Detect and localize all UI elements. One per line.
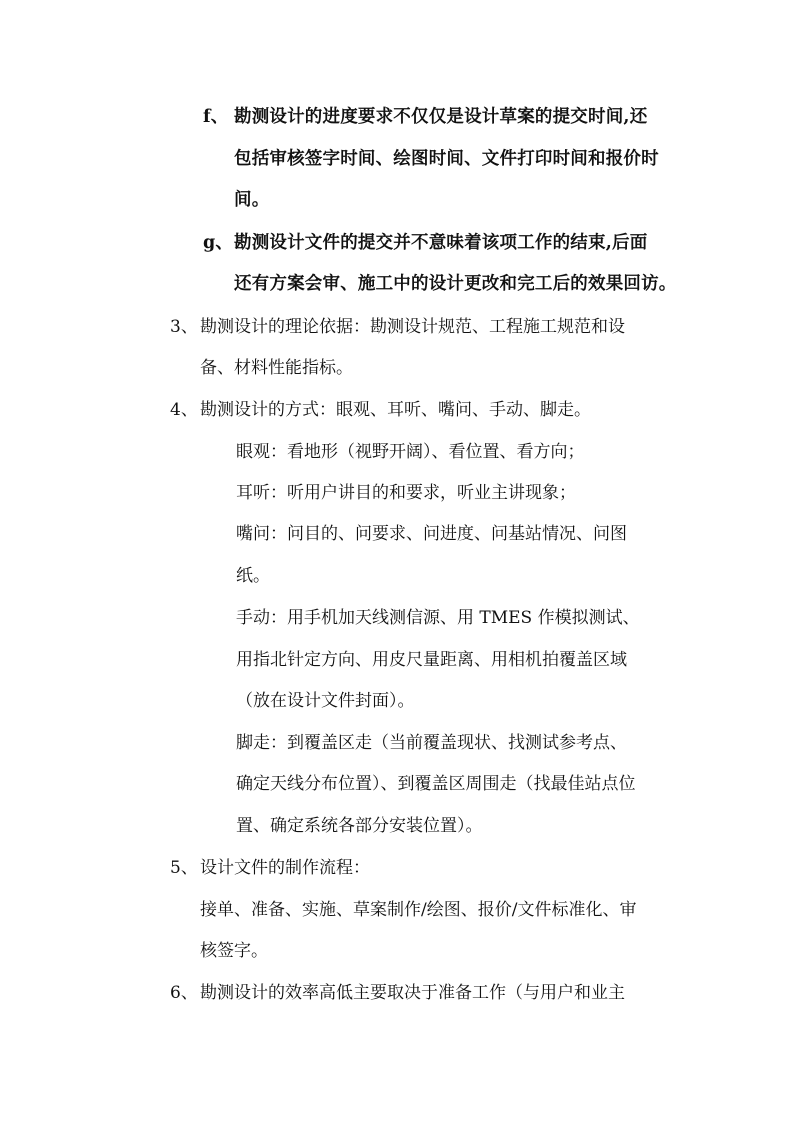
item-f-marker: f、 <box>203 107 229 127</box>
section-4-marker: 4、 <box>170 400 198 420</box>
section-4-detail-7: （放在设计文件封面）。 <box>236 691 415 711</box>
section-4-detail-1: 眼观：看地形（视野开阔）、看位置、看方向； <box>236 442 585 462</box>
section-3-line-1: 勘测设计的理论依据：勘测设计规范、工程施工规范和设 <box>200 317 625 337</box>
item-f-line-3: 间。 <box>234 190 270 210</box>
section-5-line-1: 设计文件的制作流程： <box>200 858 370 878</box>
item-g-line-2: 还有方案会审、施工中的设计更改和完工后的效果回访。 <box>234 274 677 294</box>
section-5-line-2: 接单、准备、实施、草案制作/绘图、报价/文件标准化、审 <box>200 900 637 920</box>
item-f-line-1: 勘测设计的进度要求不仅仅是设计草案的提交时间,还 <box>234 107 648 127</box>
section-4-detail-8: 脚走：到覆盖区走（当前覆盖现状、找测试参考点、 <box>236 733 627 753</box>
section-5-marker: 5、 <box>170 858 198 878</box>
item-f-line-2: 包括审核签字时间、绘图时间、文件打印时间和报价时 <box>234 149 659 169</box>
section-4-line-1: 勘测设计的方式：眼观、耳听、嘴问、手动、脚走。 <box>200 400 591 420</box>
item-g-marker: g、 <box>203 233 234 253</box>
section-3-marker: 3、 <box>170 317 198 337</box>
section-4-detail-5: 手动：用手机加天线测信源、用 TMES 作模拟测试、 <box>236 608 640 628</box>
section-6-line-1: 勘测设计的效率高低主要取决于准备工作（与用户和业主 <box>200 983 625 1003</box>
section-6-marker: 6、 <box>170 983 198 1003</box>
section-4-detail-9: 确定天线分布位置）、到覆盖区周围走（找最佳站点位 <box>236 774 636 794</box>
section-4-detail-6: 用指北针定方向、用皮尺量距离、用相机拍覆盖区域 <box>236 650 627 670</box>
section-4-detail-10: 置、确定系统各部分安装位置）。 <box>236 816 483 836</box>
item-g-line-1: 勘测设计文件的提交并不意味着该项工作的结束,后面 <box>234 233 648 253</box>
section-4-detail-2: 耳听：听用户讲目的和要求，听业主讲现象； <box>236 483 576 503</box>
section-4-detail-4: 纸。 <box>236 566 270 586</box>
section-4-detail-3: 嘴问：问目的、问要求、问进度、问基站情况、问图 <box>236 524 627 544</box>
section-3-line-2: 备、材料性能指标。 <box>200 358 353 378</box>
section-5-line-3: 核签字。 <box>200 941 268 961</box>
